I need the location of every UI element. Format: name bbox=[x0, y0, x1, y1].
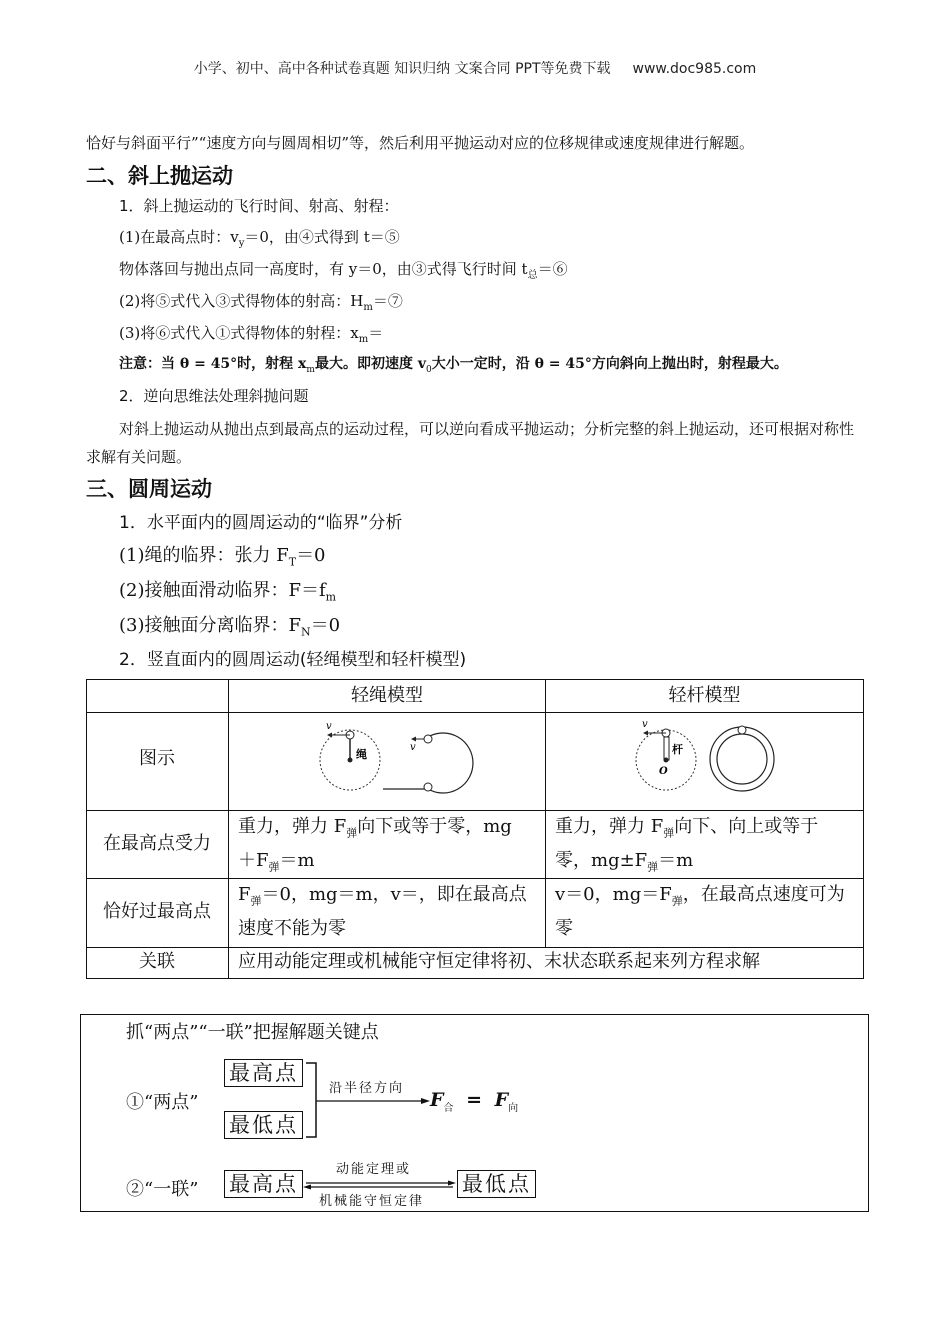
p3-sub: m bbox=[363, 302, 373, 313]
rod-force-1: 重力，弹力 F bbox=[555, 816, 664, 837]
c2-text: (2)接触面滑动临界：F＝f bbox=[119, 580, 326, 601]
rod-model-diagram bbox=[546, 713, 863, 810]
box-lowest-2: 最低点 bbox=[457, 1170, 536, 1198]
section3-sub1: 1．水平面内的圆周运动的“临界”分析 bbox=[119, 513, 403, 533]
svg-text:杆: 杆 bbox=[672, 743, 683, 756]
section2-p3 bbox=[119, 291, 403, 318]
p3-rest: ＝⑦ bbox=[372, 292, 403, 310]
p1-text: (1)在最高点时：v bbox=[119, 228, 239, 246]
rod-just-sub: 弹 bbox=[671, 894, 683, 908]
rope-force-1: 重力，弹力 F bbox=[238, 816, 347, 837]
p1-rest: ＝0，由④式得到 t＝⑤ bbox=[244, 228, 400, 246]
p4-text: (3)将⑥式代入①式得物体的射程：x bbox=[119, 324, 359, 342]
box-arrow-bottom: 机械能守恒定律 bbox=[319, 1194, 425, 1209]
section2-note bbox=[119, 354, 788, 380]
rod-just-1: v＝0，mg＝F bbox=[555, 884, 672, 905]
rope-force-3: ＋F bbox=[238, 850, 269, 871]
rope-just-sub: 弹 bbox=[250, 894, 262, 908]
svg-text:v: v bbox=[326, 721, 332, 732]
rope-force-sub: 弹 bbox=[346, 826, 358, 840]
svg-text:O: O bbox=[659, 766, 668, 777]
section3-c1 bbox=[119, 541, 326, 569]
f-xiang: F bbox=[494, 1089, 509, 1111]
section2-title: 二、斜上抛运动 bbox=[86, 164, 233, 188]
section2-p4 bbox=[119, 323, 383, 350]
p2-rest: ＝⑥ bbox=[537, 260, 568, 278]
p4-rest: ＝ bbox=[368, 324, 384, 342]
box-item1: ①“两点” bbox=[126, 1092, 199, 1113]
link-text: 应用动能定理或机械能守恒定律将初、末状态联系起来列方程求解 bbox=[238, 951, 760, 972]
section2-sub2: 2．逆向思维法处理斜抛问题 bbox=[119, 387, 309, 405]
p2-sub: 总 bbox=[527, 270, 538, 281]
rope-model-diagram bbox=[229, 713, 545, 810]
header-site-text: 小学、初中、高中各种试卷真题 知识归纳 文案合同 PPT等免费下载 bbox=[193, 61, 611, 77]
row-force-label: 在最高点受力 bbox=[103, 833, 211, 854]
box-item2: ②“一联” bbox=[126, 1179, 199, 1200]
note-c: 大小一定时，沿 θ = 45°方向斜向上抛出时，射程最大。 bbox=[431, 356, 788, 372]
p1-sub: y bbox=[238, 238, 245, 249]
f-he: F bbox=[430, 1089, 444, 1111]
p4-sub: m bbox=[358, 334, 369, 345]
header-rope-model: 轻绳模型 bbox=[351, 685, 423, 706]
box-arrow-top: 动能定理或 bbox=[336, 1162, 412, 1177]
c3-text: (3)接触面分离临界：F bbox=[119, 615, 301, 636]
section2-p1 bbox=[119, 227, 400, 254]
intro-line: 恰好与斜面平行”“速度方向与圆周相切”等，然后利用平抛运动对应的位移规律或速度规律进行解题。 bbox=[86, 134, 755, 152]
page-header bbox=[0, 58, 950, 78]
circular-motion-table bbox=[86, 679, 864, 979]
f-xiang-sub: 向 bbox=[508, 1102, 519, 1114]
note-sub: m bbox=[306, 364, 315, 375]
c1-text: (1)绳的临界：张力 F bbox=[119, 545, 289, 566]
box-lowest-1: 最低点 bbox=[224, 1111, 303, 1139]
header-url[interactable]: www.doc985.com bbox=[632, 61, 757, 77]
p3-text: (2)将⑤式代入③式得物体的射高：H bbox=[119, 292, 364, 310]
note-a: 注意：当 θ = 45°时，射程 x bbox=[119, 356, 307, 372]
f-he-sub: 合 bbox=[443, 1102, 454, 1114]
note-b: 最大。即初速度 v bbox=[314, 356, 426, 372]
svg-text:v: v bbox=[642, 719, 648, 730]
section3-c3 bbox=[119, 611, 340, 639]
rope-force-4: ＝m bbox=[279, 850, 315, 871]
rope-just-1: F bbox=[238, 884, 251, 905]
rod-just-line1 bbox=[555, 878, 845, 919]
section2-p5: 对斜上抛运动从抛出点到最高点的运动过程，可以逆向看成平抛运动；分析完整的斜上抛运动，还可根据对称性求解有关问题。 bbox=[86, 420, 855, 466]
svg-text:绳: 绳 bbox=[356, 748, 367, 761]
rod-force-4: ＝m bbox=[658, 850, 694, 871]
table-line bbox=[863, 679, 864, 979]
rod-just-2: ，在最高点速度可为 bbox=[682, 884, 845, 905]
c2-sub: m bbox=[325, 590, 337, 604]
key-points-box bbox=[80, 1014, 869, 1212]
box-radial: 沿半径方向 bbox=[329, 1081, 405, 1096]
rod-force-3: 零，mg±F bbox=[555, 850, 648, 871]
c3-sub: N bbox=[301, 625, 311, 639]
rod-force-sub: 弹 bbox=[647, 860, 659, 874]
row-link-label: 关联 bbox=[139, 951, 175, 972]
section3-c2 bbox=[119, 576, 336, 604]
c3-rest: ＝0 bbox=[310, 615, 341, 636]
box-highest-1: 最高点 bbox=[224, 1059, 303, 1087]
rope-just-2: ＝0，mg＝m，v＝，即在最高点 bbox=[261, 884, 527, 905]
rope-force-2: 向下或等于零，mg bbox=[357, 816, 512, 837]
c1-rest: ＝0 bbox=[296, 545, 326, 566]
rope-just-line2: 速度不能为零 bbox=[238, 918, 346, 939]
rod-force-2: 向下、向上或等于 bbox=[674, 816, 819, 837]
row-diagram-label: 图示 bbox=[139, 748, 175, 769]
eq-sign: = bbox=[466, 1089, 483, 1111]
row-just-label: 恰好过最高点 bbox=[103, 901, 211, 922]
section3-title: 三、圆周运动 bbox=[86, 477, 212, 501]
box-highest-2: 最高点 bbox=[224, 1170, 303, 1198]
box-title: 抓“两点”“一联”把握解题关键点 bbox=[126, 1022, 379, 1043]
p2-text: 物体落回与抛出点同一高度时，有 y＝0，由③式得飞行时间 t bbox=[119, 260, 528, 278]
section2-p2 bbox=[119, 259, 568, 286]
note-sub2: 0 bbox=[425, 364, 432, 375]
rod-just-line2: 零 bbox=[555, 918, 573, 939]
header-rod-model: 轻杆模型 bbox=[668, 685, 741, 706]
rod-force-sub: 弹 bbox=[663, 826, 675, 840]
svg-text:v: v bbox=[410, 742, 416, 753]
box-force-eq bbox=[430, 1089, 518, 1114]
section2-sub1: 1．斜上抛运动的飞行时间、射高、射程： bbox=[119, 197, 399, 215]
rope-force-sub: 弹 bbox=[268, 860, 280, 874]
section3-sub2: 2．竖直面内的圆周运动(轻绳模型和轻杆模型) bbox=[119, 650, 467, 670]
c1-sub: T bbox=[288, 555, 297, 569]
